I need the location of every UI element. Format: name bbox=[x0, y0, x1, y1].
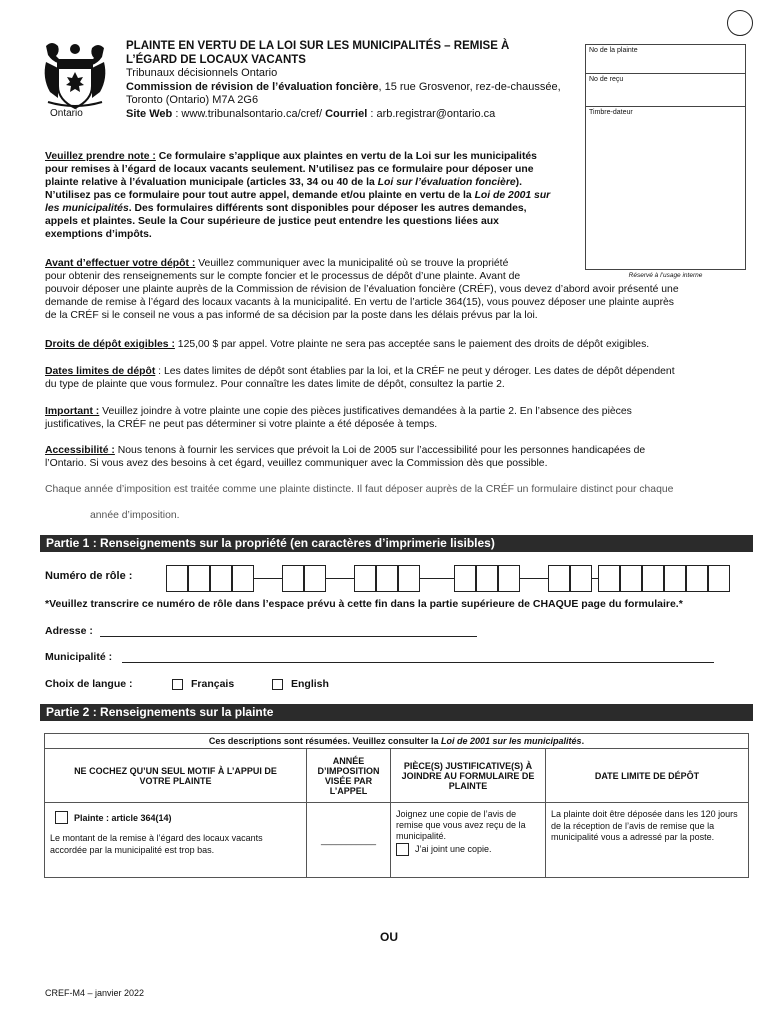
table-row bbox=[45, 803, 749, 878]
english-checkbox[interactable] bbox=[272, 679, 283, 690]
contact-line bbox=[126, 108, 576, 122]
org-name: Tribunaux décisionnels Ontario bbox=[126, 67, 278, 79]
page-corner-circle bbox=[727, 10, 753, 36]
roll-number-label: Numéro de rôle : bbox=[45, 570, 133, 582]
logo-caption: Ontario bbox=[50, 108, 83, 119]
address-label: Adresse : bbox=[45, 625, 93, 637]
email-label: Courriel bbox=[325, 107, 368, 120]
roll-digit-cell[interactable] bbox=[354, 565, 376, 592]
form-title-line1: PLAINTE EN VERTU DE LA LOI SUR LES MUNICIPALITÉS – REMISE À bbox=[126, 40, 510, 52]
form-code-footer: CREF-M4 – janvier 2022 bbox=[45, 988, 145, 998]
before-filing-label: Avant d’effectuer votre dépôt : bbox=[45, 258, 196, 269]
internal-use-caption: Réservé à l’usage interne bbox=[628, 272, 703, 279]
roll-digit-cell[interactable] bbox=[708, 565, 730, 592]
roll-digit-cell[interactable] bbox=[398, 565, 420, 592]
roll-digit-cell[interactable] bbox=[686, 565, 708, 592]
roll-digit-cell[interactable] bbox=[454, 565, 476, 592]
note-label: Veuillez prendre note : bbox=[45, 151, 156, 162]
note-text: Ce formulaire s’applique aux plaintes en vertu de la Loi sur les municipalités bbox=[155, 151, 537, 162]
complaint-364-14-checkbox[interactable] bbox=[55, 811, 68, 824]
roll-digit-cell[interactable] bbox=[548, 565, 570, 592]
commission-address-text: , 15 rue Grosvenor, rez-de-chaussée, bbox=[378, 80, 561, 93]
roll-number-input[interactable] bbox=[166, 565, 746, 595]
deadlines-paragraph bbox=[45, 365, 745, 391]
roll-digit-cell[interactable] bbox=[210, 565, 232, 592]
before-filing-paragraph bbox=[45, 257, 745, 322]
tax-year-note-end: année d’imposition. bbox=[90, 510, 180, 521]
roll-digit-cell[interactable] bbox=[476, 565, 498, 592]
table-caption bbox=[45, 734, 749, 749]
deadline-cell: La plainte doit être déposée dans les 120 jours de la réception de l’avis de remise que la municipalité vous a adressé par la poste. bbox=[546, 803, 749, 878]
paragraph-text: du type de plainte que vous formulez. Pour connaître les dates limite de dépôt, consultez la partie 2. bbox=[45, 379, 505, 390]
deadlines-label: Dates limites de dépôt bbox=[45, 366, 156, 377]
copy-attached-label: J’ai joint une copie. bbox=[415, 844, 492, 854]
tax-year-cell[interactable] bbox=[307, 803, 391, 878]
paragraph-text: Nous tenons à fournir les services que prévoit la Loi de 2005 sur l’accessibilité pour les personnes handicapées de bbox=[114, 445, 646, 456]
paragraph-text: : Les dates limites de dépôt sont établies par la loi, et la CRÉF ne peut y déroger. Les dates de dépôt dépendent bbox=[155, 366, 675, 377]
documents-instruction: Joignez une copie de l’avis de remise que vous avez reçu de la municipalité. bbox=[396, 809, 526, 841]
commission-address bbox=[126, 81, 576, 95]
fees-label: Droits de dépôt exigibles : bbox=[45, 339, 175, 350]
roll-digit-cell[interactable] bbox=[188, 565, 210, 592]
important-label: Important : bbox=[45, 406, 100, 417]
french-checkbox[interactable] bbox=[172, 679, 183, 690]
form-header bbox=[126, 40, 576, 121]
note-law-title: les municipalités bbox=[45, 203, 129, 214]
caption-text: Ces descriptions sont résumées. Veuillez consulter la bbox=[208, 736, 441, 746]
caption-text: . bbox=[581, 736, 585, 746]
roll-digit-cell[interactable] bbox=[166, 565, 188, 592]
note-law-title: Loi sur l’évaluation foncière bbox=[377, 177, 516, 188]
note-text: ). bbox=[515, 177, 522, 188]
paragraph-text: 125,00 $ par appel. Votre plainte ne sera pas acceptée sans le paiement des droits de dépôt exigibles. bbox=[174, 339, 650, 350]
col-header-documents: PIÈCE(S) JUSTIFICATIVE(S) À JOINDRE AU FORMULAIRE DE PLAINTE bbox=[391, 749, 546, 803]
note-text: exemptions d’impôts. bbox=[45, 229, 152, 240]
paragraph-text: pouvoir déposer une plainte auprès de la Commission de révision de l’évaluation foncière (CRÉF), vous devez d’abord avoir présenté une bbox=[45, 284, 679, 295]
accessibility-label: Accessibilité : bbox=[45, 445, 115, 456]
caption-law-title: Loi de 2001 sur les municipalités bbox=[441, 736, 582, 746]
col-header-reason: NE COCHEZ QU’UN SEUL MOTIF À L’APPUI DE VOTRE PLAINTE bbox=[45, 749, 307, 803]
roll-digit-cell[interactable] bbox=[620, 565, 642, 592]
roll-digit-cell[interactable] bbox=[498, 565, 520, 592]
english-option-label: English bbox=[291, 678, 329, 690]
part2-heading: Partie 2 : Renseignements sur la plainte bbox=[40, 704, 753, 721]
reason-cell bbox=[45, 803, 307, 878]
roll-digit-cell[interactable] bbox=[642, 565, 664, 592]
french-option-label: Français bbox=[191, 678, 235, 690]
paragraph-text: justificatives, la CRÉF ne peut pas déterminer si votre plainte a été déposée à temps. bbox=[45, 419, 438, 430]
paragraph-text: Veuillez joindre à votre plainte une copie des pièces justificatives demandées à la partie 2. En l’absence des pièces bbox=[99, 406, 632, 417]
roll-digit-cell[interactable] bbox=[664, 565, 686, 592]
roll-separator bbox=[254, 578, 282, 579]
or-separator: OU bbox=[380, 930, 398, 944]
roll-number-instruction: *Veuillez transcrire ce numéro de rôle dans l’espace prévu à cette fin dans la partie supérieure de CHAQUE page du formulaire.* bbox=[45, 598, 683, 610]
receipt-number-label: No de reçu bbox=[589, 76, 624, 83]
roll-separator bbox=[420, 578, 454, 579]
language-label: Choix de langue : bbox=[45, 678, 133, 690]
complaint-description: Le montant de la remise à l’égard des locaux vacants accordée par la municipalité est trop bas. bbox=[50, 833, 263, 855]
part1-heading: Partie 1 : Renseignements sur la propriété (en caractères d’imprimerie lisibles) bbox=[40, 535, 753, 552]
note-law-title: Loi de 2001 sur bbox=[474, 190, 551, 201]
roll-separator bbox=[326, 578, 354, 579]
important-paragraph bbox=[45, 405, 745, 431]
note-text: plainte relative à l’évaluation municipale (articles 33, 34 ou 40 de la bbox=[45, 177, 378, 188]
roll-digit-cell[interactable] bbox=[598, 565, 620, 592]
fees-paragraph bbox=[45, 338, 745, 351]
paragraph-text: pour obtenir des renseignements sur le compte foncier et le processus de dépôt d’une plainte. Avant de bbox=[45, 271, 521, 282]
date-stamp-label: Timbre-dateur bbox=[589, 109, 633, 116]
accessibility-paragraph bbox=[45, 444, 745, 470]
complaint-type-title: Plainte : article 364(14) bbox=[74, 812, 172, 823]
paragraph-text: demande de remise à l’égard des locaux vacants à la municipalité. En vertu de l’article 364(15), vous pouvez déposer une plainte auprès bbox=[45, 297, 675, 308]
paragraph-text: l’Ontario. Si vous avez des besoins à cet égard, veuillez communiquer avec la Commission dès que possible. bbox=[45, 458, 548, 469]
roll-digit-cell[interactable] bbox=[376, 565, 398, 592]
commission-name: Commission de révision de l’évaluation foncière bbox=[126, 80, 379, 93]
paragraph-text: de la CRÉF si le conseil ne vous a pas informé de sa décision par la poste dans les délais prévus par la loi. bbox=[45, 310, 538, 321]
roll-digit-cell[interactable] bbox=[232, 565, 254, 592]
note-text: appels et plaintes. Seule la Cour supérieure de justice peut entendre les questions liées aux bbox=[45, 216, 499, 227]
municipality-input[interactable] bbox=[122, 662, 714, 663]
email-link[interactable]: : arb.registrar@ontario.ca bbox=[367, 107, 496, 120]
city-line: Toronto (Ontario) M7A 2G6 bbox=[126, 94, 259, 106]
note-text: . Des formulaires différents sont disponibles pour déposer les autres demandes, bbox=[128, 203, 527, 214]
address-input[interactable] bbox=[100, 636, 477, 637]
complaint-number-field[interactable] bbox=[586, 45, 745, 74]
receipt-number-field[interactable] bbox=[586, 74, 745, 107]
note-paragraph bbox=[45, 150, 570, 241]
form-title-line2: L’ÉGARD DE LOCAUX VACANTS bbox=[126, 53, 306, 66]
documents-cell bbox=[391, 803, 546, 878]
tax-year-note: Chaque année d’imposition est traitée comme une plainte distincte. Il faut déposer auprès de la CRÉF un formulaire distinct pour chaque bbox=[45, 484, 674, 495]
tax-year-input[interactable]: ___________ bbox=[320, 835, 377, 845]
site-link[interactable]: : www.tribunalsontario.ca/cref/ bbox=[172, 107, 326, 120]
site-label: Site Web bbox=[126, 107, 173, 120]
roll-digit-cell[interactable] bbox=[304, 565, 326, 592]
complaint-table bbox=[44, 733, 749, 878]
municipality-label: Municipalité : bbox=[45, 651, 113, 663]
internal-use-box bbox=[585, 44, 746, 270]
copy-attached-checkbox[interactable] bbox=[396, 843, 409, 856]
ontario-logo bbox=[40, 40, 110, 122]
col-header-tax-year: ANNÉE D’IMPOSITION VISÉE PAR L’APPEL bbox=[307, 749, 391, 803]
roll-digit-cell[interactable] bbox=[570, 565, 592, 592]
note-text: N’utilisez pas ce formulaire pour tout autre appel, demande et/ou plainte en vertu de la bbox=[45, 190, 475, 201]
paragraph-text: Veuillez communiquer avec la municipalité où se trouve la propriété bbox=[195, 258, 509, 269]
col-header-deadline: DATE LIMITE DE DÉPÔT bbox=[546, 749, 749, 803]
note-text: pour remises à l’égard de locaux vacants seulement. N’utilisez pas ce formulaire pour déposer une bbox=[45, 164, 534, 175]
roll-digit-cell[interactable] bbox=[282, 565, 304, 592]
complaint-number-label: No de la plainte bbox=[589, 47, 638, 54]
roll-separator bbox=[520, 578, 548, 579]
